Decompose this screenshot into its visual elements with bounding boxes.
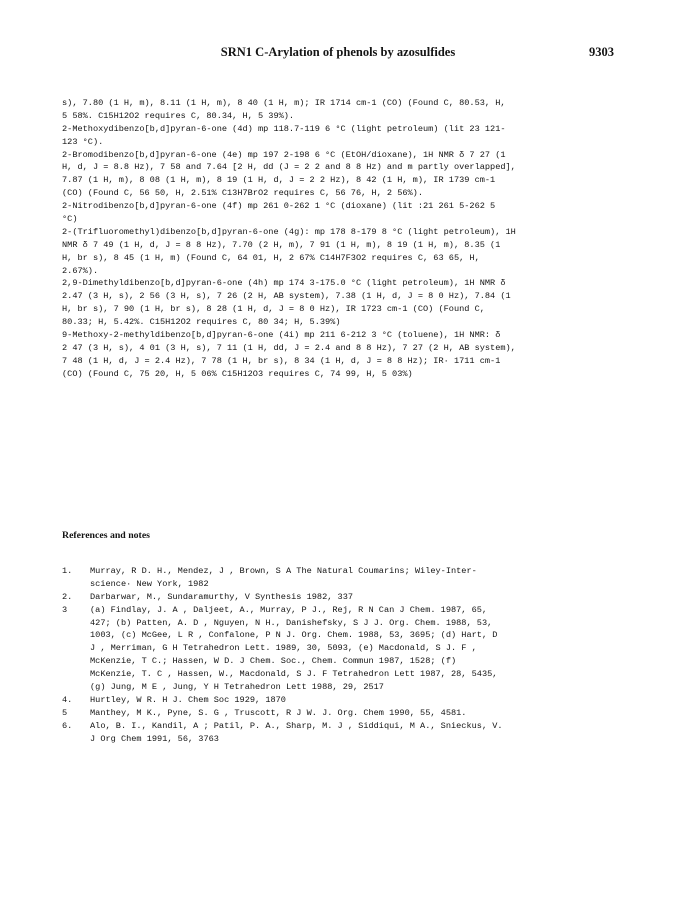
reference-number: 3	[62, 604, 68, 615]
references-heading: References and notes	[62, 530, 150, 541]
reference-item	[62, 629, 622, 642]
reference-item	[62, 733, 622, 746]
reference-text: J , Merriman, G H Tetrahedron Lett. 1989, 30, 5093, (e) Macdonald, S J. F ,	[90, 643, 477, 654]
text-line: 123 °C).	[62, 136, 104, 147]
reference-text: Hurtley, W R. H J. Chem Soc 1929, 1870	[90, 694, 286, 705]
reference-text: (g) Jung, M E , Jung, Y H Tetrahedron Lett 1988, 29, 2517	[90, 682, 384, 693]
reference-item	[62, 565, 622, 578]
reference-text: 427; (b) Patten, A. D , Nguyen, N H., Danishefsky, S J J. Org. Chem. 1988, 53,	[90, 617, 493, 628]
text-line: 2.47 (3 H, s), 2 56 (3 H, s), 7 26 (2 H, AB system), 7.38 (1 H, d, J = 8 0 Hz), 7.84 (1	[62, 291, 511, 302]
text-line: 2-Bromodibenzo[b,d]pyran-6-one (4e) mp 197 2-198 6 °C (EtOH/dioxane), 1H NMR δ 7 27 (1	[62, 149, 506, 160]
reference-item	[62, 617, 622, 630]
text-line: 2-(Trifluoromethyl)dibenzo[b,d]pyran-6-one (4g): mp 178 8-179 8 °C (light petroleum), 1H	[62, 226, 516, 237]
references-list	[62, 565, 622, 745]
page-header	[62, 45, 614, 63]
reference-number: 1.	[62, 566, 73, 576]
text-line: 2.67%).	[62, 265, 99, 276]
text-line: 80.33; H, 5.42%. C15H12O2 requires C, 80 34; H, 5.39%)	[62, 317, 341, 328]
text-line: NMR δ 7 49 (1 H, d, J = 8 8 Hz), 7.70 (2 H, m), 7 91 (1 H, m), 8 19 (1 H, m), 8.35 (1	[62, 239, 501, 250]
text-line: 2 47 (3 H, s), 4 01 (3 H, s), 7 11 (1 H, dd, J = 2.4 and 8 8 Hz), 7 27 (2 H, AB system),	[62, 342, 516, 353]
text-line: 7.87 (1 H, m), 8 08 (1 H, m), 8 19 (1 H, d, J = 2 2 Hz), 8 42 (1 H, m), IR 1739 cm-1	[62, 175, 496, 186]
reference-item	[62, 694, 622, 707]
text-line: H, d, J = 8.8 Hz), 7 58 and 7.64 [2 H, dd (J = 2 2 and 8 8 Hz) and m partly overlapped],	[62, 162, 516, 173]
reference-text: McKenzie, T C.; Hassen, W D. J Chem. Soc., Chem. Commun 1987, 1528; (f)	[90, 656, 457, 667]
reference-item	[62, 655, 622, 668]
text-line: H, br s), 7 90 (1 H, br s), 8 28 (1 H, d, J = 8 0 Hz), IR 1723 cm-1 (CO) (Found C,	[62, 304, 485, 315]
text-line: H, br s), 8 45 (1 H, m) (Found C, 64 01, H, 2 67% C14H7F3O2 requires C, 63 65, H,	[62, 252, 480, 263]
reference-item	[62, 591, 622, 604]
experimental-text	[62, 97, 622, 381]
reference-text: J Org Chem 1991, 56, 3763	[90, 733, 219, 744]
page-number: 9303	[589, 45, 614, 59]
text-line: 2-Methoxydibenzo[b,d]pyran-6-one (4d) mp 118.7-119 6 °C (light petroleum) (lit 23 121-	[62, 123, 506, 134]
text-line: 5 58%. C15H12O2 requires C, 80.34, H, 5 39%).	[62, 110, 295, 121]
reference-item	[62, 681, 622, 694]
reference-item	[62, 707, 622, 720]
reference-text: 1003, (c) McGee, L R , Confalone, P N J. Org. Chem. 1988, 53, 3695; (d) Hart, D	[90, 630, 498, 641]
text-line: 2-Nitrodibenzo[b,d]pyran-6-one (4f) mp 261 0-262 1 °C (dioxane) (lit :21 261 5-262 5	[62, 201, 496, 212]
text-line: 7 48 (1 H, d, J = 2.4 Hz), 7 78 (1 H, br s), 8 34 (1 H, d, J = 8 8 Hz); IR· 1711 cm-1	[62, 355, 501, 366]
text-line: (CO) (Found C, 75 20, H, 5 06% C15H12O3 requires C, 74 99, H, 5 03%)	[62, 368, 413, 379]
reference-text: science· New York, 1982	[90, 578, 209, 589]
reference-text: Darbarwar, M., Sundaramurthy, V Synthesis 1982, 337	[90, 591, 354, 602]
text-line: (CO) (Found C, 56 50, H, 2.51% C13H7BrO2 requires C, 56 76, H, 2 56%).	[62, 188, 423, 199]
reference-text: McKenzie, T. C , Hassen, W., Macdonald, S J. F Tetrahedron Lett 1987, 28, 5435,	[90, 669, 498, 680]
reference-text: (a) Findlay, J. A , Daljeet, A., Murray, P J., Rej, R N Can J Chem. 1987, 65,	[90, 604, 488, 615]
reference-number: 6.	[62, 720, 73, 731]
reference-number: 5	[62, 707, 68, 718]
reference-item	[62, 668, 622, 681]
reference-item	[62, 578, 622, 591]
text-line: 2,9-Dimethyldibenzo[b,d]pyran-6-one (4h) mp 174 3-175.0 °C (light petroleum), 1H NMR δ	[62, 278, 506, 289]
reference-item	[62, 642, 622, 655]
reference-number: 4.	[62, 694, 73, 705]
reference-number: 2.	[62, 591, 73, 602]
reference-text: Alo, B. I., Kandil, A ; Patil, P. A., Sharp, M. J , Siddiqui, M A., Snieckus, V.	[90, 720, 503, 731]
text-line: s), 7.80 (1 H, m), 8.11 (1 H, m), 8 40 (1 H, m); IR 1714 cm-1 (CO) (Found C, 80.53, H,	[62, 98, 506, 108]
text-line: °C)	[62, 214, 78, 225]
reference-text: Murray, R D. H., Mendez, J , Brown, S A The Natural Coumarins; Wiley-Inter-	[90, 566, 477, 576]
reference-item	[62, 720, 622, 733]
reference-item	[62, 604, 622, 617]
text-line: 9-Methoxy-2-methyldibenzo[b,d]pyran-6-one (4i) mp 211 6-212 3 °C (toluene), 1H NMR: δ	[62, 330, 501, 341]
reference-text: Manthey, M K., Pyne, S. G , Truscott, R J W. J. Org. Chem 1990, 55, 4581.	[90, 707, 467, 718]
running-title: SRN1 C-Arylation of phenols by azosulfides	[220, 45, 456, 59]
